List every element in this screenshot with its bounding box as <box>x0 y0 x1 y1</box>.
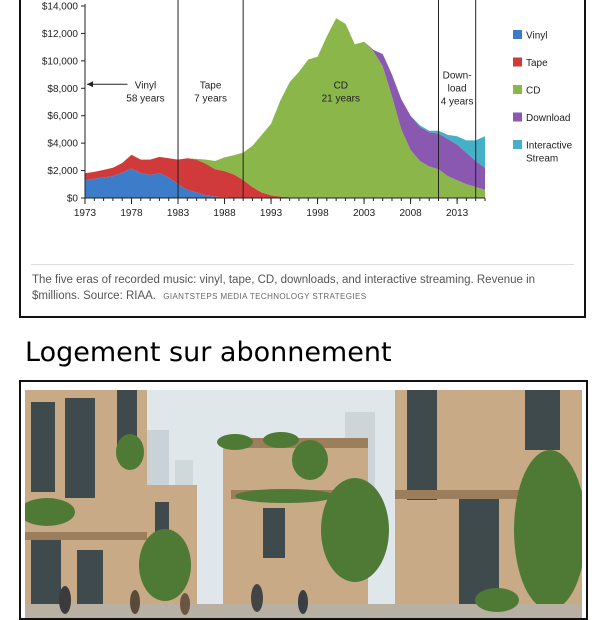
legend-swatch <box>513 113 522 122</box>
chart-caption <box>32 272 557 305</box>
shrub <box>475 588 519 612</box>
tree <box>321 478 389 582</box>
era-arrow-head <box>87 81 93 87</box>
era-annotation: 58 years <box>126 93 165 105</box>
tree <box>292 440 328 480</box>
era-annotation: Vinyl <box>134 80 157 92</box>
window <box>525 390 560 450</box>
x-tick-label: 1983 <box>166 208 190 219</box>
window <box>31 402 55 492</box>
y-tick-label: $4,000 <box>47 138 78 150</box>
y-tick-label: $14,000 <box>41 1 78 13</box>
legend-label: Interactive <box>526 140 573 152</box>
tree <box>139 529 191 601</box>
legend-label: Vinyl <box>526 30 548 42</box>
chart-panel <box>19 0 586 318</box>
pedestrian <box>130 590 140 614</box>
era-annotation: Down- <box>442 70 472 82</box>
era-annotation: CD <box>333 80 349 92</box>
caption-credit: GIANTSTEPS MEDIA TECHNOLOGY STRATEGIES <box>163 292 367 301</box>
legend-label: CD <box>526 85 541 97</box>
legend-label: Tape <box>526 58 548 69</box>
pedestrian <box>251 584 263 612</box>
x-tick-label: 2008 <box>399 208 422 219</box>
y-tick-label: $12,000 <box>41 28 78 40</box>
x-tick-label: 1973 <box>73 208 97 219</box>
legend-label: Stream <box>526 153 559 165</box>
photo-panel <box>19 380 588 620</box>
window <box>65 398 95 498</box>
roof-greenery <box>263 432 299 448</box>
x-tick-label: 2013 <box>445 208 469 219</box>
x-tick-label: 1978 <box>120 208 143 219</box>
legend-swatch <box>513 30 522 39</box>
y-tick-label: $8,000 <box>47 83 78 95</box>
street-scene-photo <box>25 390 582 620</box>
area-chart <box>21 0 584 262</box>
roof-greenery <box>217 434 253 450</box>
caption-text: The five eras of recorded music: vinyl, tape, CD, downloads, and interactive streaming. Revenue in $millions. Source: RIAA. <box>32 274 536 302</box>
x-tick-label: 1998 <box>306 208 329 219</box>
y-tick-label: $6,000 <box>47 111 78 123</box>
y-tick-label: $2,000 <box>47 166 78 178</box>
era-annotation: Tape <box>199 80 222 92</box>
window <box>263 508 285 558</box>
y-tick-label: $0 <box>66 193 78 205</box>
x-tick-label: 1993 <box>259 208 283 219</box>
era-annotation: 7 years <box>194 93 227 105</box>
y-tick-label: $10,000 <box>41 56 78 68</box>
planter-greenery <box>116 434 144 470</box>
x-tick-label: 1988 <box>213 208 236 219</box>
legend-swatch <box>513 85 522 94</box>
x-tick-label: 2003 <box>352 208 376 219</box>
pedestrian <box>298 590 308 614</box>
legend-swatch <box>513 140 522 149</box>
caption-divider <box>31 264 574 265</box>
era-annotation: 21 years <box>321 93 360 105</box>
legend-label: Download <box>526 113 571 124</box>
era-annotation: 4 years <box>440 96 474 108</box>
era-annotation: load <box>447 83 467 95</box>
pedestrian <box>180 593 190 615</box>
window <box>407 390 437 500</box>
section-heading: Logement sur abonnement <box>25 337 392 368</box>
legend-swatch <box>513 58 522 67</box>
balcony-greenery <box>235 489 335 503</box>
balcony <box>25 532 147 540</box>
